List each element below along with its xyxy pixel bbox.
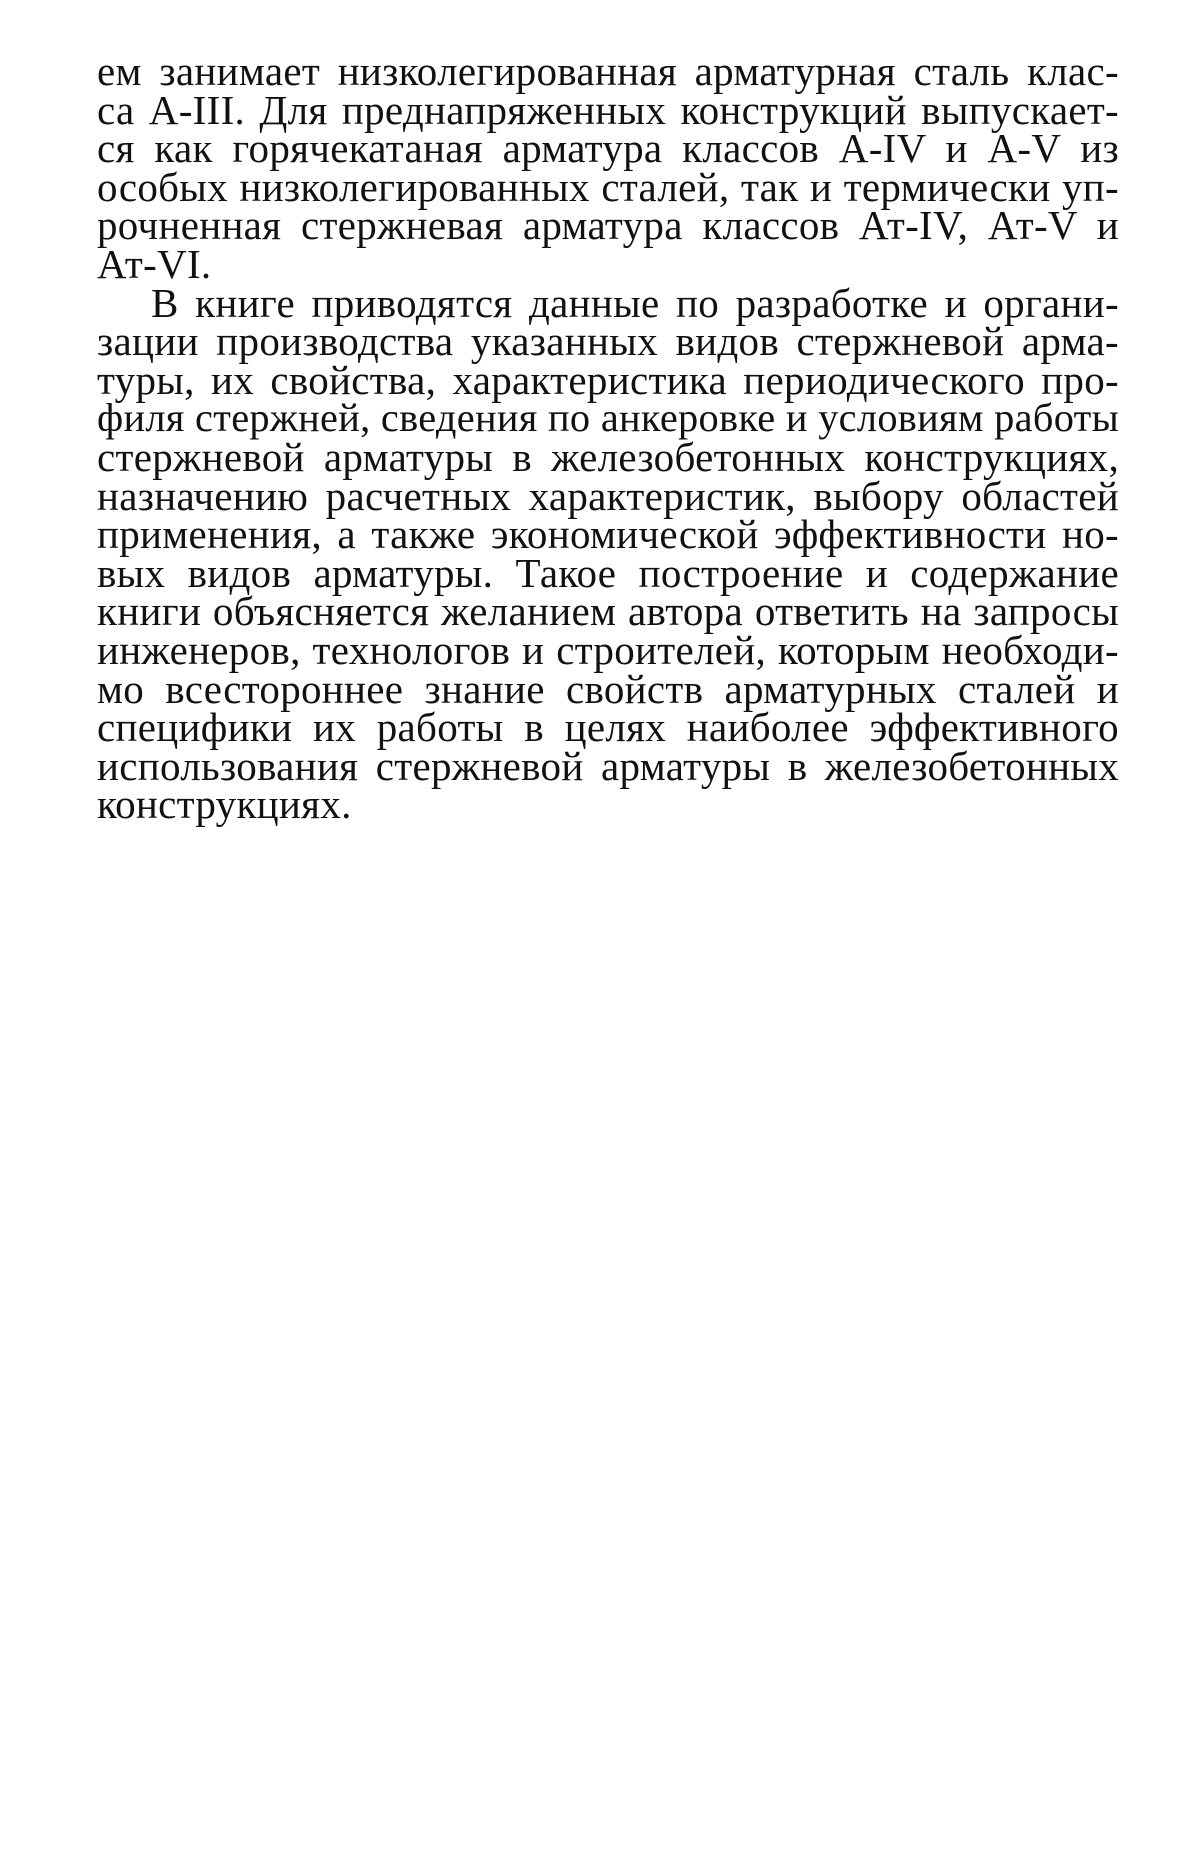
text-line: ем занимает низколегированная арматурная сталь клас- (97, 48, 1119, 94)
text-line: специфики их работы в целях наиболее эффективного (97, 704, 1119, 751)
text-line: инженеров, технологов и строителей, которым необходи- (97, 626, 1119, 673)
text-line: особых низколегированных сталей, так и термически уп- (97, 163, 1119, 210)
paragraph-2 (97, 279, 1119, 828)
paragraph-1 (97, 48, 1119, 287)
body-text (97, 48, 1119, 828)
text-line: зации производства указанных видов стержневой арма- (97, 318, 1119, 365)
text-line: туры, их свойства, характеристика периодического про- (97, 356, 1119, 403)
text-line: В книге приводятся данные по разработке и органи- (151, 279, 1119, 326)
text-line: ся как горячекатаная арматура классов А-IV и А-V из (97, 125, 1119, 172)
text-line: назначению расчетных характеристик, выбору областей (97, 472, 1119, 519)
text-line: мо всестороннее знание свойств арматурных сталей и (97, 665, 1119, 712)
text-line: книги объясняется желанием автора ответить на запросы (97, 588, 1119, 635)
text-line: использования стержневой арматуры в железобетонных (97, 742, 1119, 789)
text-line: конструкциях. (97, 781, 352, 828)
text-line: филя стержней, сведения по анкеровке и условиям работы (97, 395, 1119, 441)
text-line: стержневой арматуры в железобетонных конструкциях, (97, 433, 1119, 480)
text-line: применения, а также экономической эффективности но- (97, 511, 1119, 558)
text-line: вых видов арматуры. Такое построение и содержание (97, 549, 1119, 596)
text-line: рочненная стержневая арматура классов Ат-IV, Ат-V и (97, 202, 1119, 249)
text-line: Ат-VI. (97, 240, 212, 287)
text-line: са А-III. Для преднапряженных конструкций выпускает- (97, 86, 1119, 133)
